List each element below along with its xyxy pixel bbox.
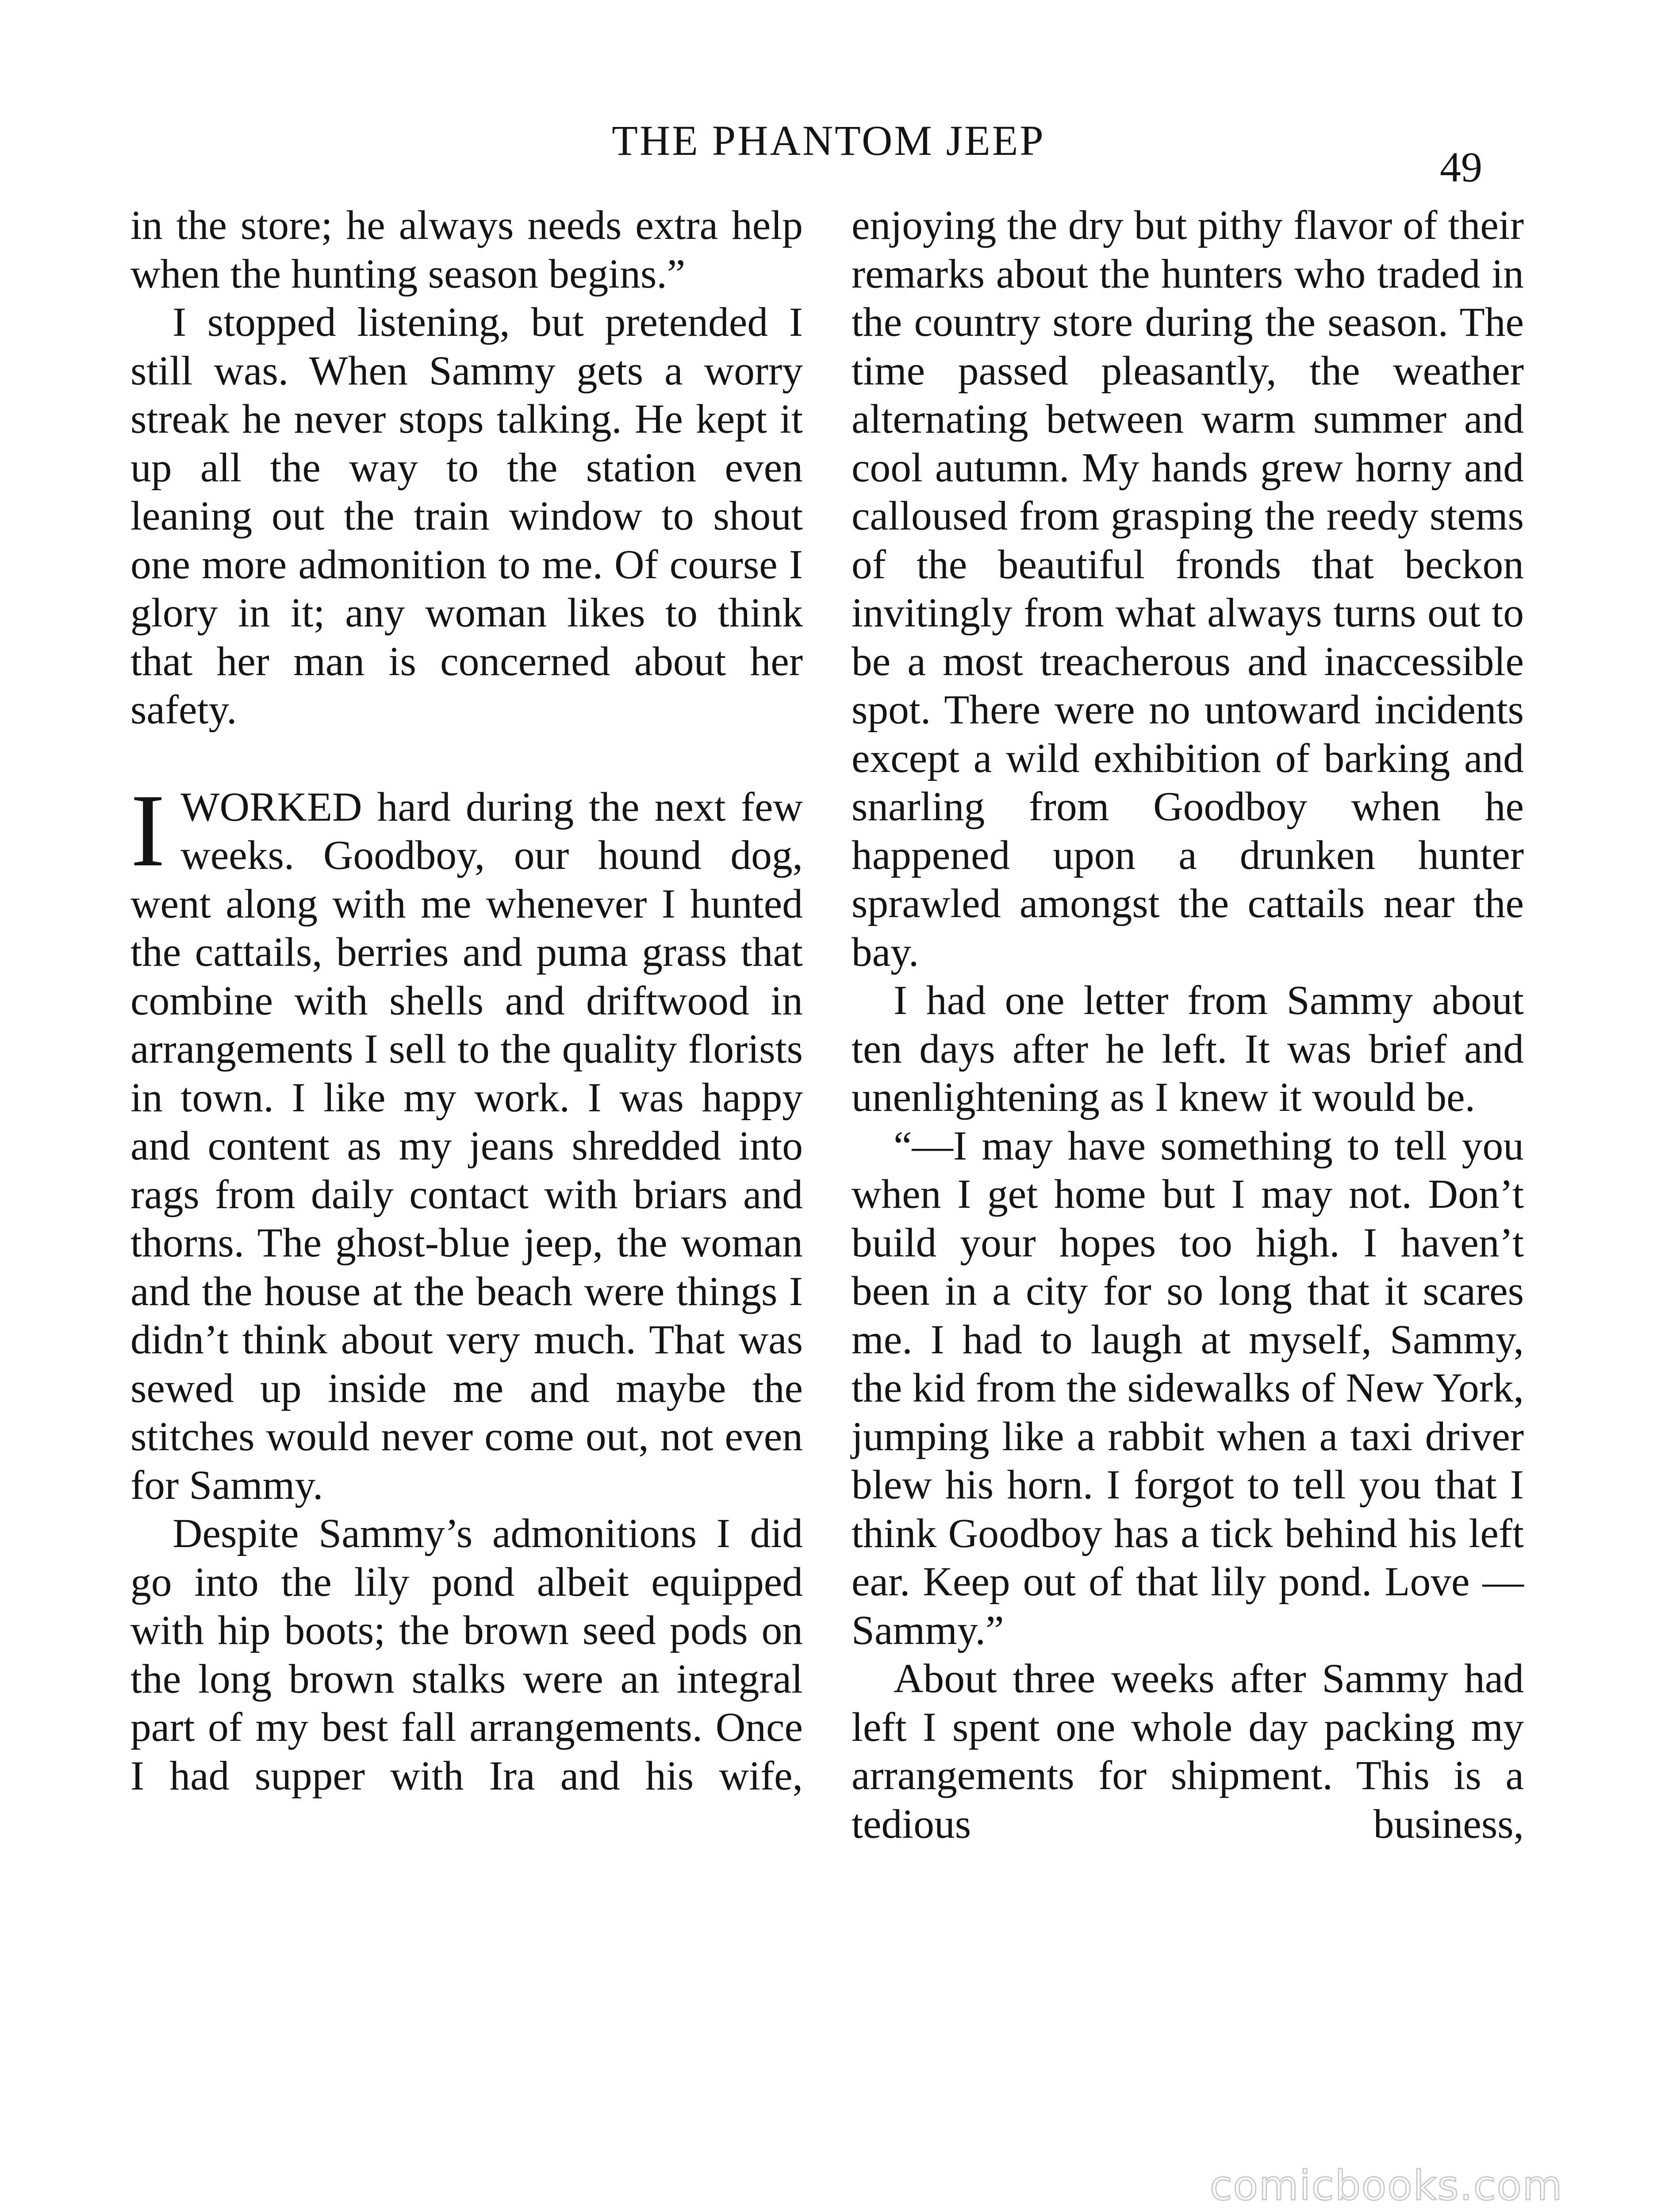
watermark: comicbooks.com [1210, 2162, 1563, 2209]
paragraph: enjoying the dry but pithy flavor of their remarks about the hunters who traded in the country store during the season. The time passed pleasantly, the weather alternating between warm summer and cool autumn. My hands grew horny and calloused from grasping the reedy stems of the beautiful fronds that beckon invitingly from what always turns out to be a most treacherous and inaccessible spot. There were no untoward incidents except a wild exhibition of barking and snarling from Goodboy when he happened upon a drunken hunter sprawled amongst the cattails near the bay. [852, 203, 1524, 975]
running-title: THE PHANTOM JEEP [612, 117, 1045, 164]
left-column [130, 201, 803, 1800]
paragraph: in the store; he always needs extra help when the hunting season begins.” [130, 203, 803, 297]
dropcap-paragraph-text: WORKED hard during the next few weeks. Goodboy, our hound dog, went along with me whenever I hunted the cattails, berries and puma grass that combine with shells and driftwood in arrangements I sell to the quality florists in town. I like my work. I was happy and content as my jeans shredded into rags from daily contact with briars and thorns. The ghost-blue jeep, the woman and the house at the beach were things I didn’t think about very much. That was sewed up inside me and maybe the stitches would never come out, not even for Sammy. [130, 784, 803, 1508]
right-column [852, 201, 1524, 1848]
page-number: 49 [1440, 143, 1482, 191]
paragraph: I stopped listening, but pretended I still was. When Sammy gets a worry streak he never stops talking. He kept it up all the way to the station even leaning out the train window to shout one more admonition to me. Of course I glory in it; any woman likes to think that her man is concerned about her safety. [130, 300, 803, 733]
dropcap-paragraph [130, 772, 803, 1510]
drop-cap: I [130, 772, 165, 888]
paragraph: Despite Sammy’s admonitions I did go into the lily pond albeit equipped with hip boots; the brown seed pods on the long brown stalks were an integral part of my best fall arrangements. Once I had supper with Ira and his wife, [130, 1511, 803, 1799]
section-break [130, 734, 803, 783]
paragraph: About three weeks after Sammy had left I spent one whole day packing my arrangements for shipment. This is a tedious business, [852, 1656, 1524, 1847]
paragraph: I had one letter from Sammy about ten days after he left. It was brief and unenlightening as I knew it would be. [852, 978, 1524, 1120]
paragraph: “—I may have something to tell you when I get home but I may not. Don’t build your hopes too high. I haven’t been in a city for so long that it scares me. I had to laugh at myself, Sammy, the kid from the sidewalks of New York, jumping like a rabbit when a taxi driver blew his horn. I forgot to tell you that I think Goodboy has a tick behind his left ear. Keep out of that lily pond. Love —Sammy.” [852, 1123, 1524, 1653]
